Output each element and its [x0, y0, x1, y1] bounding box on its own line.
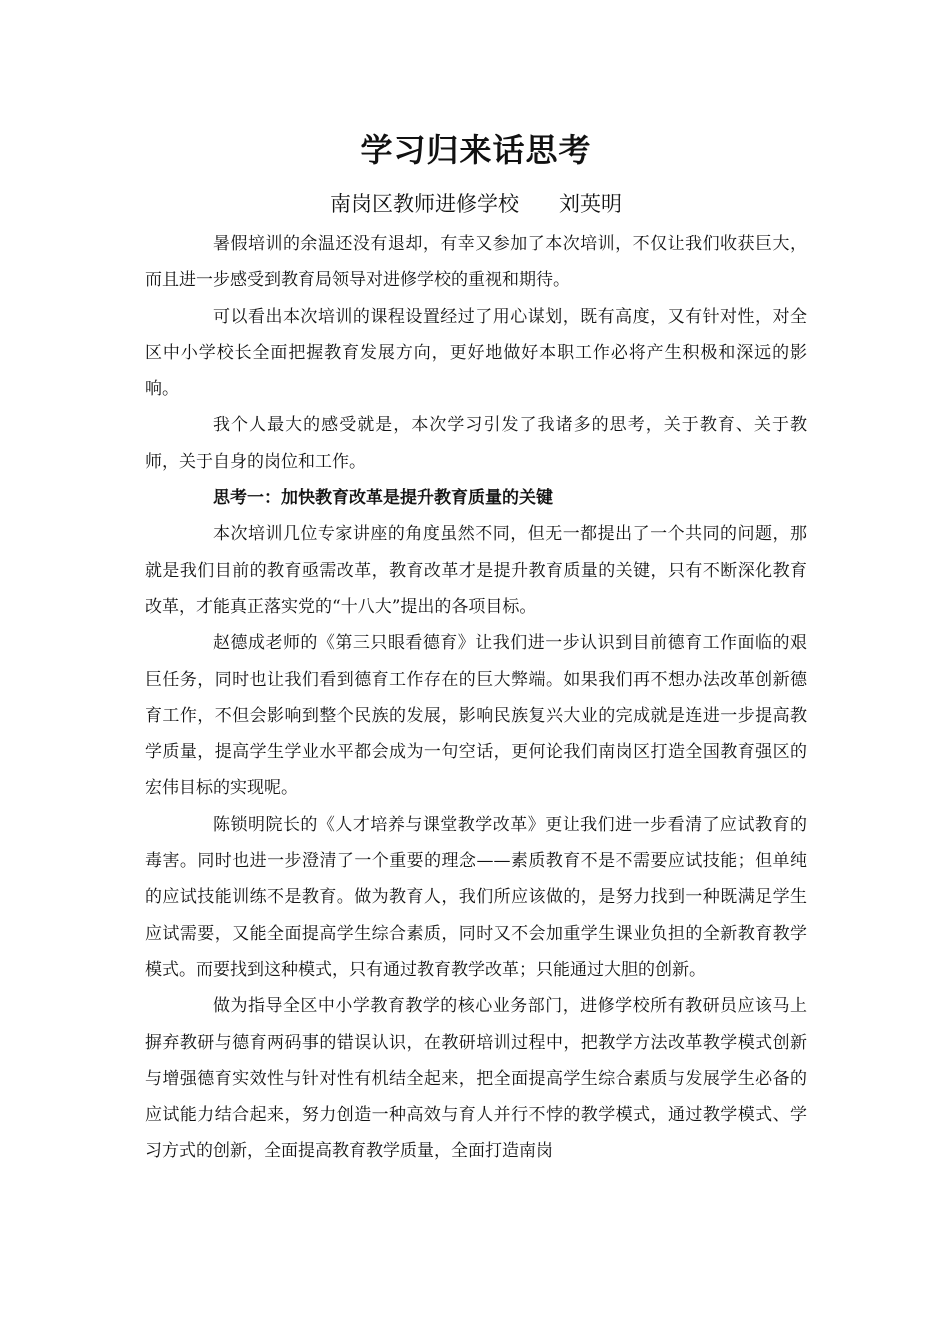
- page-title: 学习归来话思考: [360, 131, 592, 169]
- document-body: [145, 226, 807, 1170]
- paragraph: 赵德成老师的《第三只眼看德育》让我们进一步认识到目前德育工作面临的艰巨任务，同时也让我们看到德育工作存在的巨大弊端。如果我们再不想办法改革创新德育工作，不但会影响到整个民族的发展，影响民族复兴大业的完成就是连进一步提高教学质量，提高学生学业水平都会成为一句空话，更何论我们南岗区打造全国教育强区的宏伟目标的实现呢。: [145, 633, 807, 799]
- paragraph: 我个人最大的感受就是，本次学习引发了我诸多的思考，关于教育、关于教师，关于自身的岗位和工作。: [145, 415, 807, 472]
- paragraph: 做为指导全区中小学教育教学的核心业务部门，进修学校所有教研员应该马上摒弃教研与德育两码事的错误认识，在教研培训过程中，把教学方法改革教学模式创新与增强德育实效性与针对性有机结全起来，把全面提高学生综合素质与发展学生必备的应试能力结合起来，努力创造一种高效与育人并行不悖的教学模式，通过教学模式、学习方式的创新，全面提高教育教学质量，全面打造南岗: [145, 996, 807, 1162]
- paragraph: 本次培训几位专家讲座的角度虽然不同，但无一都提出了一个共同的问题，那就是我们目前的教育亟需改革，教育改革才是提升教育质量的关键，只有不断深化教育改革，才能真正落实党的“十八大”提出的各项目标。: [145, 524, 807, 617]
- paragraph: 陈锁明院长的《人才培养与课堂教学改革》更让我们进一步看清了应试教育的毒害。同时也进一步澄清了一个重要的理念——素质教育不是不需要应试技能；但单纯的应试技能训练不是教育。做为教育人，我们所应该做的，是努力找到一种既满足学生应试需要，又能全面提高学生综合素质，同时又不会加重学生课业负担的全新教育教学模式。而要找到这种模式，只有通过教育教学改革；只能通过大胆的创新。: [145, 814, 807, 980]
- paragraph: 可以看出本次培训的课程设置经过了用心谋划，既有高度，又有针对性，对全区中小学校长全面把握教育发展方向，更好地做好本职工作必将产生积极和深远的影响。: [145, 306, 807, 400]
- document-page: [145, 0, 807, 1344]
- paragraph: 暑假培训的余温还没有退却，有幸又参加了本次培训，不仅让我们收获巨大，而且进一步感受到教育局领导对进修学校的重视和期待。: [145, 234, 807, 291]
- section-heading: 思考一：加快教育改革是提升教育质量的关键: [213, 488, 553, 509]
- author-byline: 南岗区教师进修学校 刘英明: [329, 192, 623, 216]
